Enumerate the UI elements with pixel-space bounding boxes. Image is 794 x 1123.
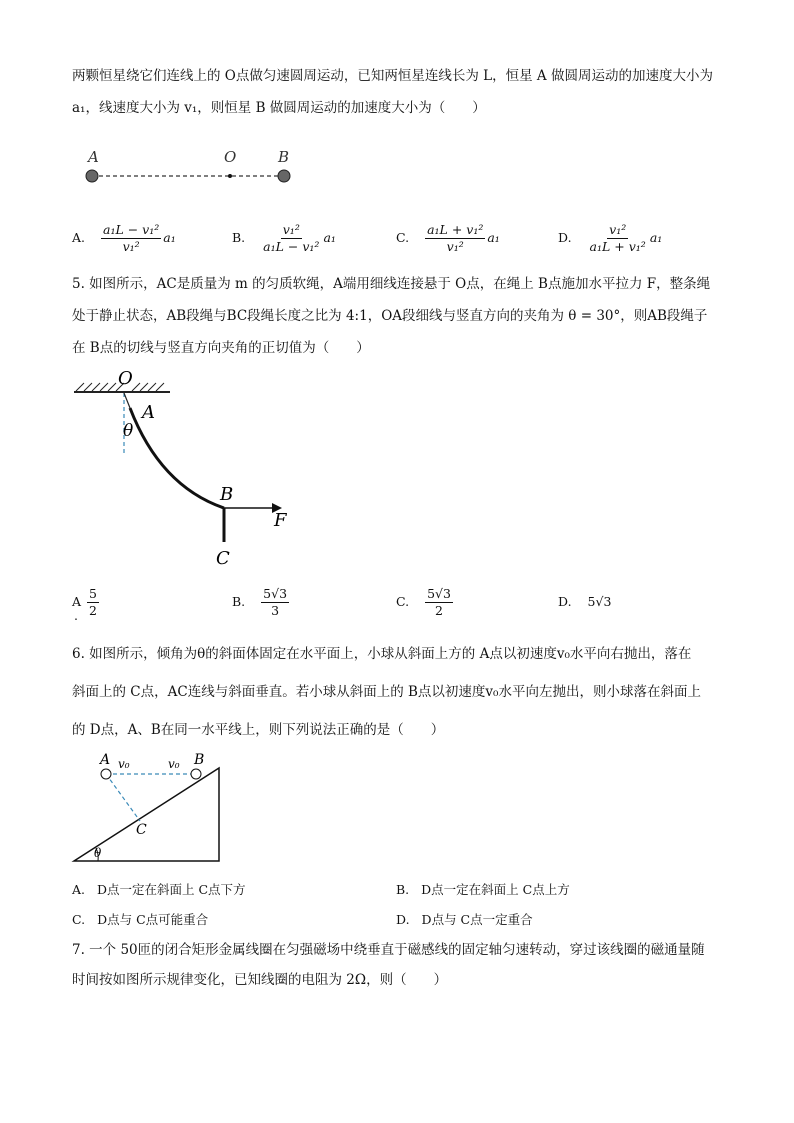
q4-stem-line2: a₁，线速度大小为 v₁，则恒星 B 做圆周运动的加速度大小为（ ）: [72, 100, 486, 116]
q7-stem-line2: 时间按如图所示规律变化，已知线圈的电阻为 2Ω，则（ ）: [72, 972, 448, 988]
q4-option-a[interactable]: A. $\frac{\text{a₁L − v₁²}}{\text{v₁²}}$ a₁: [72, 222, 176, 254]
q4-label-o: O: [224, 148, 237, 166]
q6-stem-line3: 的 D点，A、B在同一水平线上，则下列说法正确的是（ ）: [72, 722, 445, 738]
q5-stem-line2: 处于静止状态，AB段绳与BC段绳长度之比为 4:1，OA段细线与竖直方向的夹角为 θ = 30°，则AB段绳子: [72, 308, 708, 324]
q6-label-theta: θ: [94, 846, 102, 860]
q6-option-d[interactable]: D. D点与 C点一定重合: [396, 912, 533, 927]
q5-label-theta: θ: [123, 421, 134, 441]
q6-stem-line2: 斜面上的 C点，AC连线与斜面垂直。若小球从斜面上的 B点以初速度v₀水平向左抛出，则小球落在斜面上: [72, 684, 701, 700]
q6-label-c: C: [136, 822, 147, 838]
q5-option-b[interactable]: B. $\frac{5√3}{3}$: [232, 586, 288, 618]
q4-stem-line1: 两颗恒星绕它们连线上的 O点做匀速圆周运动，已知两恒星连线长为 L，恒星 A 做圆周运动的加速度大小为: [72, 68, 713, 84]
q5-label-o: O: [118, 368, 133, 389]
q5-label-c: C: [216, 548, 230, 569]
q6-label-v0-a: v₀: [118, 757, 130, 771]
q4-label-a: A: [88, 148, 99, 166]
q5-option-d[interactable]: D. 5√3: [558, 594, 612, 609]
q5-option-c[interactable]: C. $\frac{5√3}{2}$: [396, 586, 451, 618]
q6-option-a[interactable]: A. D点一定在斜面上 C点下方: [72, 882, 246, 897]
q6-figure: [70, 748, 230, 868]
q6-option-c[interactable]: C. D点与 C点可能重合: [72, 912, 209, 927]
q6-stem-line1: 6. 如图所示，倾角为θ的斜面体固定在水平面上，小球从斜面上方的 A点以初速度v₀水平向右抛出，落在: [72, 646, 692, 662]
q7-stem-line1: 7. 一个 50匝的闭合矩形金属线圈在匀强磁场中绕垂直于磁感线的固定轴匀速转动，穿过该线圈的磁通量随: [72, 942, 705, 958]
q4-option-b[interactable]: B. $\frac{\text{v₁²}}{\text{a₁L − v₁²}}$ a₁: [232, 222, 336, 254]
q5-label-f: F: [274, 510, 287, 531]
q5-label-b: B: [220, 484, 234, 505]
q5-stem-line3: 在 B点的切线与竖直方向夹角的正切值为（ ）: [72, 340, 370, 356]
q4-label-b: B: [278, 148, 290, 166]
q5-label-a: A: [142, 402, 155, 423]
q6-label-b: B: [194, 752, 205, 768]
q5-option-a[interactable]: A $\frac{5}{2}$ .: [72, 586, 97, 623]
q6-option-b[interactable]: B. D点一定在斜面上 C点上方: [396, 882, 570, 897]
q5-stem-line1: 5. 如图所示，AC是质量为 m 的匀质软绳，A端用细线连接悬于 O点，在绳上 B点施加水平拉力 F，整条绳: [72, 276, 711, 292]
q6-label-a: A: [100, 752, 111, 768]
q4-option-c[interactable]: C. $\frac{\text{a₁L + v₁²}}{\text{v₁²}}$ a₁: [396, 222, 500, 254]
q4-figure: [78, 146, 308, 190]
q4-option-d[interactable]: D. $\frac{\text{v₁²}}{\text{a₁L + v₁²}}$ a₁: [558, 222, 663, 254]
q5-figure: [70, 366, 300, 572]
q6-label-v0-b: v₀: [168, 757, 180, 771]
